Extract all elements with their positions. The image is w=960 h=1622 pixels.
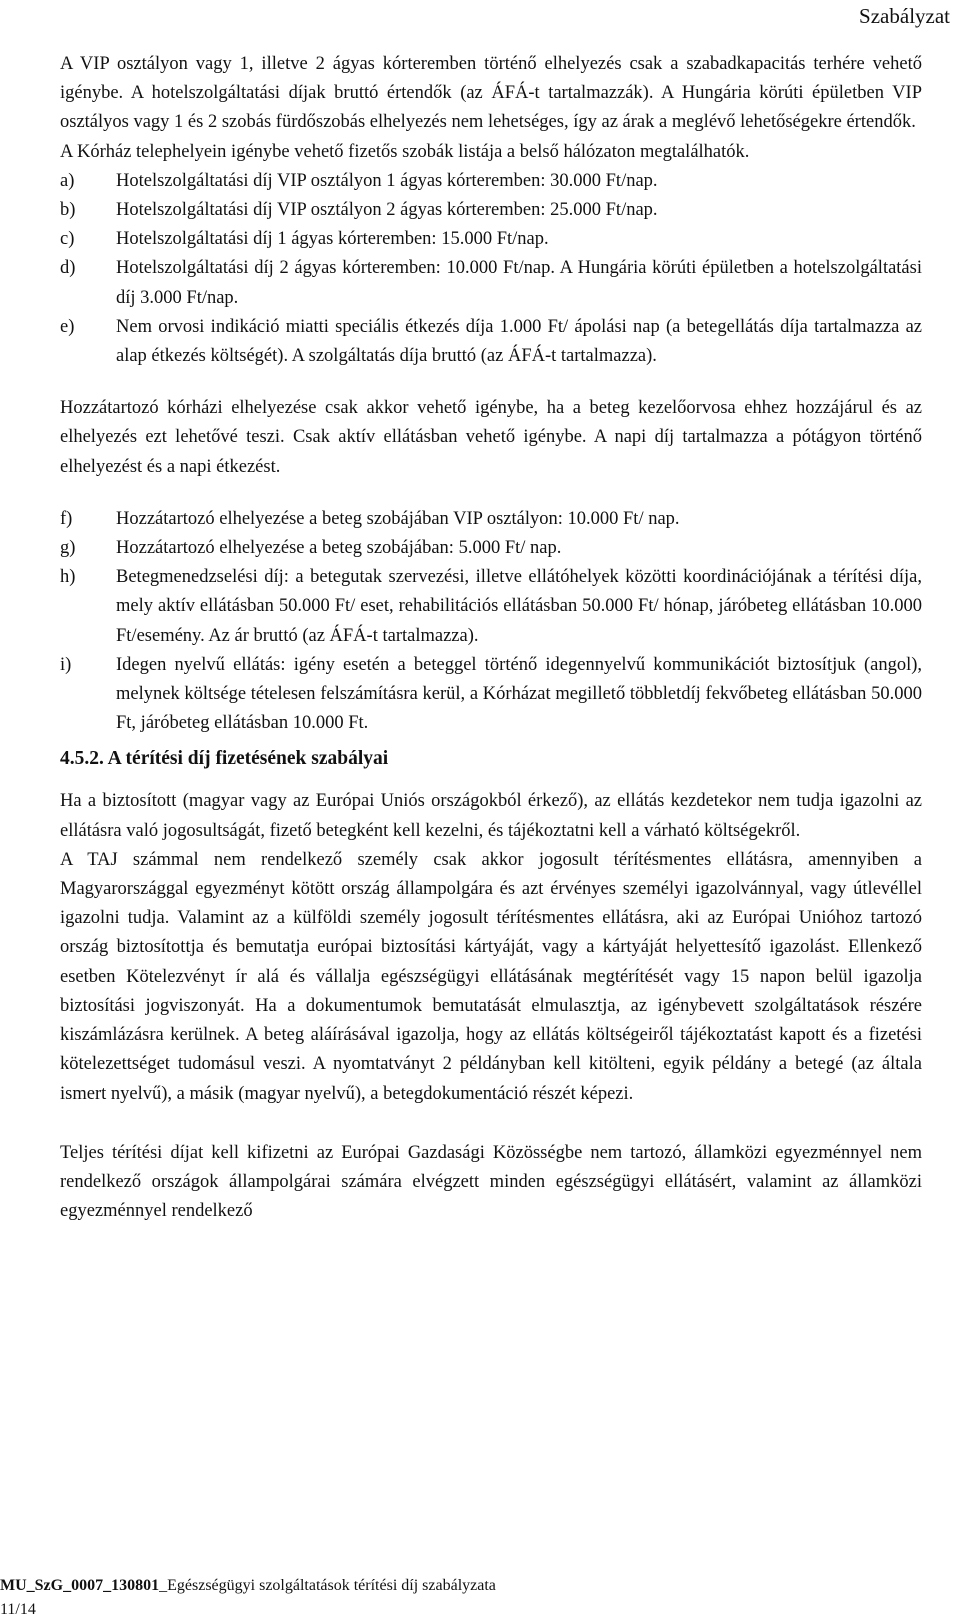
list-item (60, 196, 922, 225)
list-marker: d) (60, 258, 76, 279)
paragraph-full-fee: Teljes térítési díjat kell kifizetni az Európai Gazdasági Közösségbe nem tartozó, államközi egyezménnyel nem rendelkező országok állampolgárai számára elvégzett minden egészségügyi ellátásért, valamint az államközi egyezménnyel rendelkező (60, 1142, 922, 1222)
list-marker: i) (60, 654, 72, 675)
paragraph-taj: A TAJ számmal nem rendelkező személy csak akkor jogosult térítésmentes ellátásra, amennyiben a Magyarországgal egyezményt kötött ország állampolgára és azt érvényes személyi igazolvánnyal, vagy útlevéllel igazolni tudja. Valamint az a külföldi személy jogosult térítésmentes ellátásra, aki az Európai Unióhoz tartozó ország biztosítottja és bemutatja európai biztosítási kártyáját, vagy a kártyáját helyettesítő igazolást. Ellenkező esetben Kötelezvényt ír alá és vállalja egészségügyi ellátásának megtérítését vagy 15 napon belül igazolja biztosítási jogviszonyát. Ha a dokumentumok bemutatását elmulasztja, az igénybevett szolgáltatások részére kiszámlázásra kerülnek. A beteg aláírásával igazolja, hogy az ellátás költségeiről tájékoztatást kapott és a fizetési kötelezettséget tudomásul veszi. A nyomtatványt 2 példányban kell kitölteni, egyik példány a betegé (az általa ismert nyelvű), a másik (magyar nyelvű), a betegdokumentáció részét képezi. (60, 849, 922, 1104)
footer-document-line (0, 1574, 496, 1598)
list-marker: c) (60, 229, 75, 250)
fee-list-relative (60, 505, 922, 739)
list-item-text: Hozzátartozó elhelyezése a beteg szobájában VIP osztályon: 10.000 Ft/ nap. (116, 508, 680, 529)
list-marker: e) (60, 316, 75, 337)
list-marker: h) (60, 567, 76, 588)
list-item-text: Hotelszolgáltatási díj VIP osztályon 1 ágyas kórteremben: 30.000 Ft/nap. (116, 170, 658, 191)
paragraph-uninsured: Ha a biztosított (magyar vagy az Európai Uniós országokból érkező), az ellátás kezdetekor nem tudja igazolni az ellátásra való jogosultságát, fizető betegként kell kezelni, és tájékoztatni kell a várható költségekről. (60, 791, 922, 841)
footer-doc-code: MU_SzG_0007_130801 (0, 1577, 160, 1594)
spacer (60, 482, 922, 505)
page-header: Szabályzat (859, 4, 950, 28)
document-body (60, 50, 922, 1226)
list-marker: a) (60, 170, 75, 191)
list-item (60, 254, 922, 312)
list-item (60, 225, 922, 254)
list-item-text: Hozzátartozó elhelyezése a beteg szobájában: 5.000 Ft/ nap. (116, 538, 562, 559)
list-item (60, 534, 922, 563)
spacer (60, 1109, 922, 1139)
list-item (60, 167, 922, 196)
list-marker: f) (60, 508, 73, 529)
paragraph-rooms-list: A Kórház telephelyein igénybe vehető fizetős szobák listája a belső hálózaton megtalálhatók. (60, 141, 750, 162)
paragraph-vip: A VIP osztályon vagy 1, illetve 2 ágyas kórteremben történő elhelyezés csak a szabadkapacitás terhére vehető igénybe. A hotelszolgáltatási díjak bruttó értendők (az ÁFÁ-t tartalmazzák). A Hungária körúti épületben VIP osztályos vagy 1 és 2 szobás fürdőszobás elhelyezés nem lehetséges, így az árak a meglévő lehetőségekre értendők. (60, 54, 922, 133)
fee-list-hotel (60, 167, 922, 371)
footer-doc-title: _Egészségügyi szolgáltatások térítési díj szabályzata (159, 1577, 496, 1594)
list-item-text: Hotelszolgáltatási díj VIP osztályon 2 ágyas kórteremben: 25.000 Ft/nap. (116, 200, 658, 221)
list-item-text: Nem orvosi indikáció miatti speciális étkezés díja 1.000 Ft/ ápolási nap (a betegellátás díja tartalmazza az alap étkezés költségét). A szolgáltatás díja bruttó (az ÁFÁ-t tartalmazza). (116, 316, 922, 367)
list-item (60, 651, 922, 739)
list-item-text: Idegen nyelvű ellátás: igény esetén a beteggel történő idegennyelvű kommunikációt biztosítjuk (angol), melynek költsége tételesen felszámításra kerül, a Kórházat megillető többletdíj fekvőbeteg ellátásban 50.000 Ft, járóbeteg ellátásban 10.000 Ft. (116, 654, 922, 734)
spacer (60, 371, 922, 394)
list-item-text: Betegmenedzselési díj: a betegutak szervezési, illetve ellátóhelyek közötti koordinációjának a térítési díja, mely aktív ellátásban 50.000 Ft/ eset, rehabilitációs ellátásban 50.000 Ft/ hónap, járóbeteg ellátásban 10.000 Ft/esemény. Az ár bruttó (az ÁFÁ-t tartalmazza). (116, 567, 922, 646)
page-number: 11/14 (0, 1601, 36, 1618)
paragraph-relative: Hozzátartozó kórházi elhelyezése csak akkor vehető igénybe, ha a beteg kezelőorvosa ehhez hozzájárul és az elhelyezés ezt lehetővé teszi. Csak aktív ellátásban vehető igénybe. A napi díj tartalmazza a pótágyon történő elhelyezést és a napi étkezést. (60, 398, 922, 477)
list-item-text: Hotelszolgáltatási díj 1 ágyas kórteremben: 15.000 Ft/nap. (116, 229, 549, 250)
list-item (60, 505, 922, 534)
page-footer (0, 1574, 496, 1622)
list-item (60, 563, 922, 651)
list-item (60, 313, 922, 371)
list-marker: g) (60, 538, 76, 559)
list-marker: b) (60, 200, 76, 221)
section-heading: 4.5.2. A térítési díj fizetésének szabályai (60, 748, 389, 770)
list-item-text: Hotelszolgáltatási díj 2 ágyas kórteremben: 10.000 Ft/nap. A Hungária körúti épületben a hotelszolgáltatási díj 3.000 Ft/nap. (116, 258, 922, 308)
